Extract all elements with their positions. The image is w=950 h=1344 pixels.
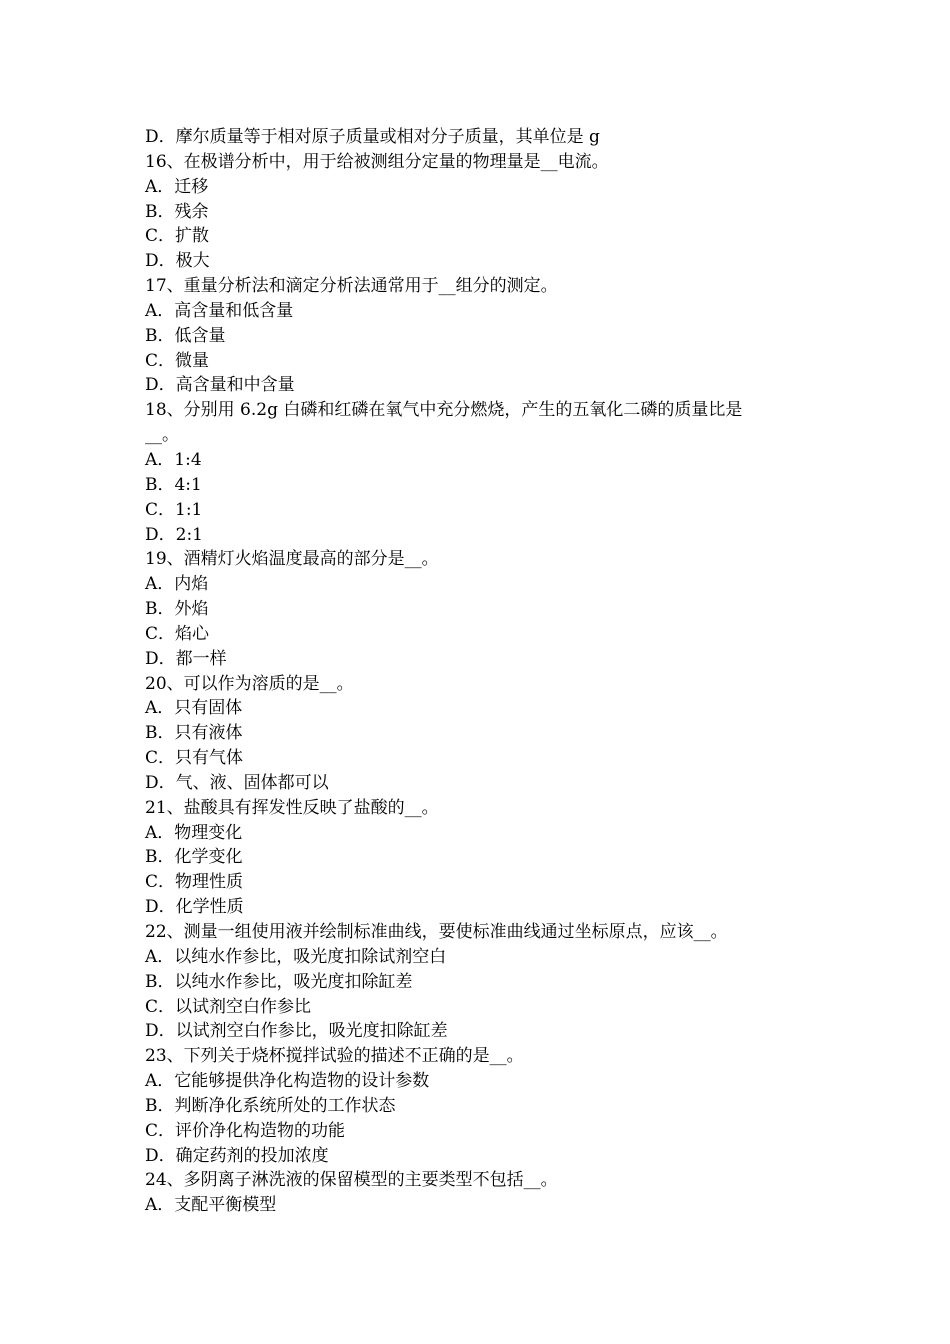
text-line: B．判断净化系统所处的工作状态 xyxy=(145,1095,396,1116)
text-line: C．扩散 xyxy=(145,226,210,247)
text-line: C．1:1 xyxy=(145,499,203,520)
text-line: A．迁移 xyxy=(145,176,209,197)
text-line: B．残余 xyxy=(145,201,209,222)
text-line: C．物理性质 xyxy=(145,872,244,893)
text-line: 19、酒精灯火焰温度最高的部分是__。 xyxy=(145,549,439,570)
text-line: B．只有液体 xyxy=(145,723,243,744)
text-line: A．1:4 xyxy=(145,449,202,470)
text-line: 21、盐酸具有挥发性反映了盐酸的__。 xyxy=(145,797,439,818)
text-line: B．低含量 xyxy=(145,325,226,346)
text-line: 23、下列关于烧杯搅拌试验的描述不正确的是__。 xyxy=(145,1046,524,1067)
text-line: C．以试剂空白作参比 xyxy=(145,996,312,1017)
text-line: C．评价净化构造物的功能 xyxy=(145,1120,346,1141)
text-line: D．都一样 xyxy=(145,648,227,669)
text-line: B．以纯水作参比，吸光度扣除缸差 xyxy=(145,971,413,992)
text-line: A．支配平衡模型 xyxy=(145,1195,277,1216)
text-line: 16、在极谱分析中，用于给被测组分定量的物理量是__电流。 xyxy=(145,151,609,172)
text-line: C．只有气体 xyxy=(145,748,244,769)
text-line: 22、测量一组使用液并绘制标准曲线，要使标准曲线通过坐标原点，应该__。 xyxy=(145,922,728,942)
text-line: D．确定药剂的投加浓度 xyxy=(145,1145,329,1166)
text-line: 17、重量分析法和滴定分析法通常用于__组分的测定。 xyxy=(145,276,558,297)
text-line: A．内焰 xyxy=(145,574,209,595)
text-line: __。 xyxy=(145,425,179,446)
text-line: D．高含量和中含量 xyxy=(145,375,295,396)
document-page xyxy=(145,125,815,1218)
text-line: A．高含量和低含量 xyxy=(145,300,294,321)
text-line: D．以试剂空白作参比，吸光度扣除缸差 xyxy=(145,1021,448,1042)
text-line: B．外焰 xyxy=(145,599,209,620)
text-line: A．物理变化 xyxy=(145,822,243,843)
text-line: A．它能够提供净化构造物的设计参数 xyxy=(145,1071,430,1092)
text-line: D．化学性质 xyxy=(145,897,244,918)
text-line: B．4:1 xyxy=(145,474,202,495)
text-line: C．微量 xyxy=(145,350,210,371)
text-line: 20、可以作为溶质的是__。 xyxy=(145,673,354,694)
text-line: A．以纯水作参比，吸光度扣除试剂空白 xyxy=(145,946,447,967)
text-line: D．2:1 xyxy=(145,524,203,545)
text-line: B．化学变化 xyxy=(145,847,243,868)
text-line: D．摩尔质量等于相对原子质量或相对分子质量，其单位是 g xyxy=(145,127,600,147)
text-line: 18、分别用 6.2g 白磷和红磷在氧气中充分燃烧，产生的五氧化二磷的质量比是 xyxy=(145,400,743,421)
text-line: D．气、液、固体都可以 xyxy=(145,772,329,793)
text-line: 24、多阴离子淋洗液的保留模型的主要类型不包括__。 xyxy=(145,1170,558,1191)
text-line: C．焰心 xyxy=(145,623,210,644)
text-line: A．只有固体 xyxy=(145,698,243,719)
text-line: D．极大 xyxy=(145,251,210,272)
